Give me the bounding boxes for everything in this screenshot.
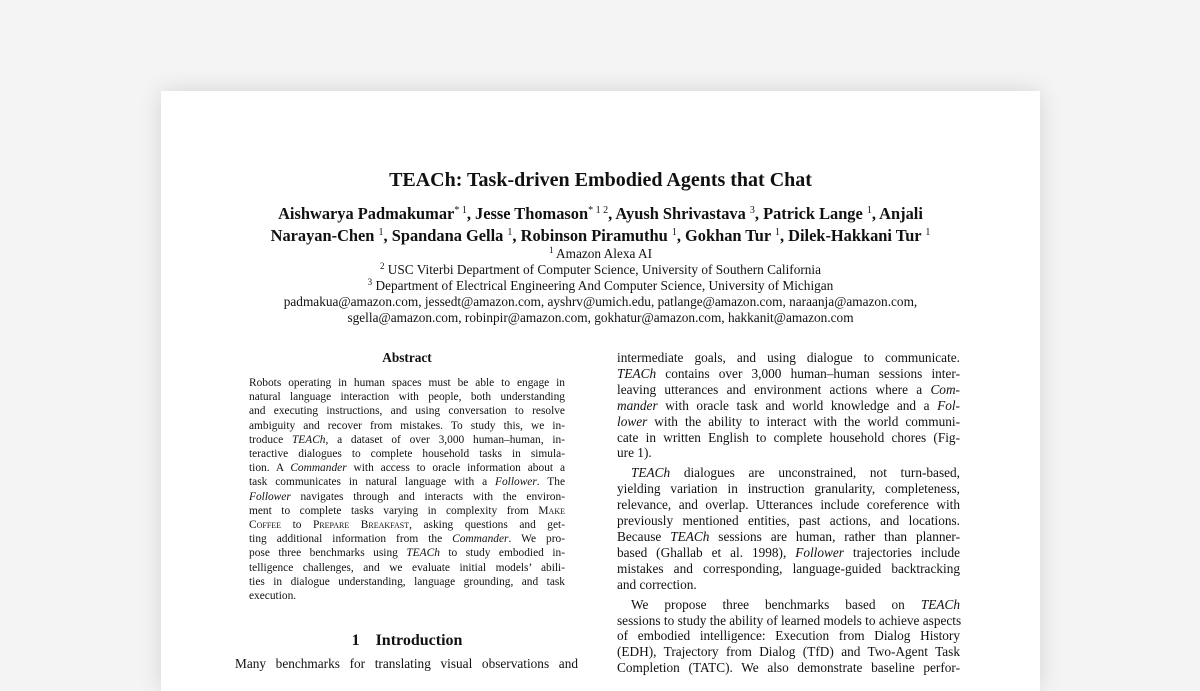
text-line: ting additional information from the Commander. We pro- (249, 533, 565, 546)
affiliation-1: $^1$ Amazon Alexa AI (548, 245, 653, 261)
paper-page (161, 91, 1040, 691)
text-line: troduce TEACh, a dataset of over 3,000 human–human, in- (249, 433, 565, 446)
text-line: and correction. (617, 576, 697, 592)
paragraph (617, 350, 960, 461)
text-line: execution. (249, 590, 297, 603)
text-line: TEACh dialogues are unconstrained, not turn-based, (631, 465, 960, 481)
text-line: pose three benchmarks using TEACh to study embodied in- (249, 547, 565, 560)
text-line: telligence challenges, and we evaluate initial models’ abili- (249, 561, 565, 574)
paper-title: TEACh: Task-driven Embodied Agents that Chat (389, 169, 812, 191)
text-line: Robots operating in human spaces must be able to engage in (249, 377, 565, 389)
affiliation-2: $^2$ USC Viterbi Department of Computer Science, University of Southern California (379, 261, 822, 277)
right-column-body (617, 350, 960, 680)
affiliations (161, 246, 1040, 326)
text-line: natural language interaction with people, both understanding (249, 391, 565, 404)
section-title: Introduction (375, 632, 463, 649)
author-line-1: Aishwarya Padmakumar$^{* 1}$, Jesse Thomason$^{* 1 2}$, Ayush Shrivastava $^3$, Patrick Lange $^1$, Anjali (278, 204, 923, 223)
text-line: leaving utterances and environment actions where a Com- (617, 381, 960, 397)
text-line: relevance, and overlap. Utterances include coreference with (617, 497, 960, 513)
affiliation-3: $^3$ Department of Electrical Engineering And Computer Science, University of Michigan (367, 277, 834, 293)
abstract-heading: Abstract (382, 350, 432, 365)
text-line: Follower navigates through and interacts with the environ- (249, 490, 565, 503)
text-line: Completion (TATC). We also demonstrate baseline perfor- (617, 660, 960, 676)
paragraph (617, 465, 960, 592)
text-line: ties in dialogue understanding, language grounding, and task (249, 575, 565, 588)
text-line: lower with the ability to interact with the world communi- (617, 413, 960, 429)
text-line: of embodied intelligence: Execution from Dialog History (617, 628, 960, 644)
text-line: ure 1). (617, 445, 652, 461)
text-line: mistakes and corresponding, language-guided backtracking (617, 560, 960, 576)
introduction-heading (249, 631, 565, 651)
text-line: ment to complete tasks varying in complexity from Make (249, 504, 565, 517)
text-line: yielding variation in instruction granularity, completeness, (617, 481, 960, 497)
text-line: (EDH), Trajectory from Dialog (TfD) and Two-Agent Task (617, 644, 960, 660)
text-line: teractive dialogues to complete household tasks in simula- (249, 448, 565, 461)
section-number: 1 (351, 632, 360, 649)
text-line: previously mentioned entities, past actions, and locations. (617, 513, 960, 529)
text-line: intermediate goals, and using dialogue to communicate. (617, 350, 960, 365)
abstract-body (249, 376, 565, 603)
text-line: and executing instructions, and using conversation to resolve (249, 405, 565, 418)
text-line: sessions to study the ability of learned models to achieve aspects (617, 612, 962, 628)
paragraph (617, 597, 960, 677)
text-line: We propose three benchmarks based on TEACh (631, 596, 960, 612)
text-line: mander with oracle task and world knowledge and a Fol- (617, 397, 960, 413)
author-line-2: Narayan-Chen $^1$, Spandana Gella $^1$, Robinson Piramuthu $^1$, Gokhan Tur $^1$, Dilek-Hakkani Tur $^1$ (270, 226, 931, 245)
text-line: Because TEACh sessions are human, rather than planner- (617, 528, 961, 544)
email-line-2: sgella@amazon.com, robinpir@amazon.com, gokhatur@amazon.com, hakkanit@amazon.com (347, 310, 854, 325)
text-line: based (Ghallab et al. 1998), Follower trajectories include (617, 544, 960, 560)
introduction-body (235, 656, 578, 672)
text-line: Many benchmarks for translating visual observations and (235, 656, 578, 671)
text-line: tion. A Commander with access to oracle information about a (249, 462, 566, 475)
text-line: ambiguity and recover from mistakes. To study this, we in- (249, 419, 565, 432)
author-list (161, 203, 1040, 247)
email-line-1: padmakua@amazon.com, jessedt@amazon.com, ayshrv@umich.edu, patlange@amazon.com, naraanja@amazon.com, (283, 294, 918, 309)
text-line: task communicates in natural language with a Follower. The (249, 476, 566, 489)
text-line: cate in written English to complete household chores (Fig- (617, 429, 960, 445)
text-line: TEACh contains over 3,000 human–human sessions inter- (617, 365, 960, 381)
text-line: Coffee to Prepare Breakfast, asking questions and get- (249, 519, 566, 532)
